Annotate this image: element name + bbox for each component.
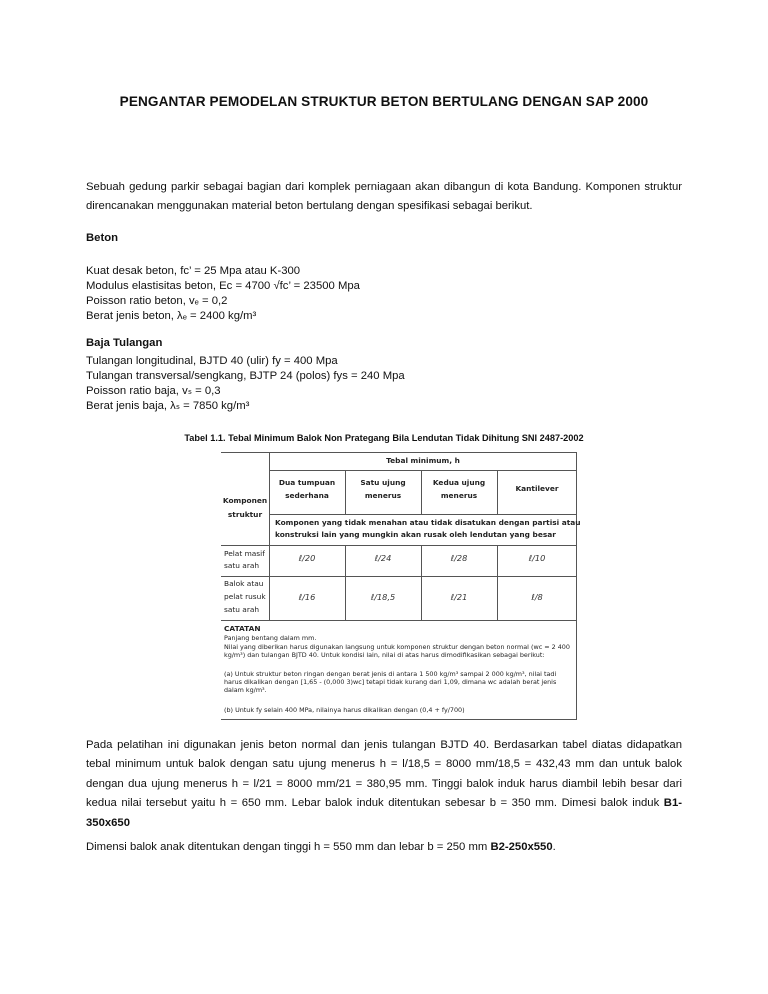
baja-list	[86, 354, 682, 414]
analysis-paragraph	[86, 736, 682, 833]
baja-line: Tulangan transversal/sengkang, BJTP 24 (polos) fys = 240 Mpa	[86, 370, 405, 382]
table-cell: ℓ/20	[298, 553, 316, 563]
baja-heading: Baja Tulangan	[86, 337, 163, 349]
table-header-top: Tebal minimum, h	[386, 456, 460, 465]
notes-heading: CATATAN	[224, 624, 261, 633]
beton-line: Berat jenis beton, λₑ = 2400 kg/m³	[86, 310, 257, 322]
column-header: Kantilever	[515, 484, 559, 493]
column-header: Kedua ujung	[432, 478, 486, 487]
page-title: PENGANTAR PEMODELAN STRUKTUR BETON BERTULANG DENGAN SAP 2000	[119, 94, 649, 109]
beton-list	[86, 264, 682, 324]
table-cell: ℓ/28	[450, 553, 468, 563]
column-header: sederhana	[285, 491, 329, 500]
row-label: Pelat masif	[224, 549, 265, 558]
beton-heading: Beton	[86, 232, 119, 244]
beton-line: Poisson ratio beton, vₑ = 0,2	[86, 295, 228, 307]
thickness-table	[221, 452, 581, 720]
table-cell: ℓ/21	[450, 592, 468, 602]
column-header: Dua tumpuan	[278, 478, 336, 487]
table-cell: ℓ/24	[374, 553, 392, 563]
analysis-text: Pada pelatihan ini digunakan jenis beton normal dan jenis tulangan BJTD 40. Berdasarkan tabel diatas didapatkan tebal minimum untuk balok dengan satu ujung menerus h = l/18,5 = 8000 mm/18,5 = 432,43 mm dan untuk balok dengan dua ujung menerus h = l/21 = 8000 mm/21 = 380,95 mm. Tinggi balok induk harus diambil lebih besar dari kedua nilai tersebut yaitu h = 650 mm. Lebar balok induk ditentukan sebesar b = 350 mm. Dimesi balok induk	[86, 739, 682, 810]
secondary-beam-text: Dimensi balok anak ditentukan dengan tinggi h = 550 mm dan lebar b = 250 mm	[86, 841, 491, 853]
note-line: (a) Untuk struktur beton ringan dengan berat jenis di antara 1 500 kg/m³ sampai 2 000 kg/m³, nilai tadi harus dikalikan dengan [1,65 - (0,000 3)wc] tetapi tidak kurang dari 1,09, dimana wc adalah berat jenis dalam kg/m³.	[224, 670, 557, 695]
note-line: (b) Untuk fy selain 400 MPa, nilainya harus dikalikan dengan (0,4 + fy/700)	[224, 706, 465, 714]
column-header: Satu ujung	[360, 478, 406, 487]
beton-line: Modulus elastisitas beton, Ec = 4700 √fc’ = 23500 Mpa	[86, 280, 360, 292]
beton-line: Kuat desak beton, fc’ = 25 Mpa atau K-300	[86, 265, 301, 277]
table-cell: ℓ/8	[531, 592, 543, 602]
row-label: satu arah	[224, 561, 260, 570]
column-header: menerus	[440, 491, 478, 500]
table-divider	[269, 514, 577, 515]
table-caption: Tabel 1.1. Tebal Minimum Balok Non Prategang Bila Lendutan Tidak Dihitung SNI 2487-2002	[184, 433, 584, 443]
note-line: Panjang bentang dalam mm.	[224, 634, 317, 642]
main-beam-dimension: B1-350x650	[86, 797, 682, 829]
table-cell: ℓ/16	[298, 592, 316, 602]
table-cell: ℓ/18,5	[370, 592, 396, 602]
note-line: Nilai yang diberikan harus digunakan langsung untuk komponen struktur dengan beton normal (wc = 2 400 kg/m³) dan tulangan BJTD 40. Untuk kondisi lain, nilai di atas harus dimodifikasikan sebagai berikut:	[224, 643, 570, 660]
intro-paragraph: Sebuah gedung parkir sebagai bagian dari komplek perniagaan akan dibangun di kota Bandung. Komponen struktur direncanakan menggunakan material beton bertulang dengan spesifikasi sebagai berikut.	[86, 181, 682, 213]
table-divider	[269, 470, 577, 471]
baja-line: Berat jenis baja, λₛ = 7850 kg/m³	[86, 400, 250, 412]
span-note: Komponen yang tidak menahan atau tidak disatukan dengan partisi atau	[275, 518, 581, 527]
baja-line: Poisson ratio baja, vₛ = 0,3	[86, 385, 221, 397]
table-divider	[221, 545, 577, 546]
secondary-beam-paragraph	[86, 838, 682, 857]
baja-line: Tulangan longitudinal, BJTD 40 (ulir) fy = 400 Mpa	[86, 355, 338, 367]
secondary-beam-dimension: B2-250x550	[490, 841, 553, 853]
column-header: menerus	[364, 491, 402, 500]
row-label: satu arah	[224, 605, 260, 614]
table-divider	[221, 576, 577, 577]
sentence-end: .	[552, 841, 556, 853]
table-divider	[221, 620, 577, 621]
row-header: Komponen	[222, 496, 268, 505]
span-note: konstruksi lain yang mungkin akan rusak oleh lendutan yang besar	[275, 530, 556, 539]
row-label: pelat rusuk	[224, 592, 266, 601]
row-header: struktur	[227, 510, 263, 519]
row-label: Balok atau	[224, 579, 264, 588]
table-cell: ℓ/10	[528, 553, 546, 563]
